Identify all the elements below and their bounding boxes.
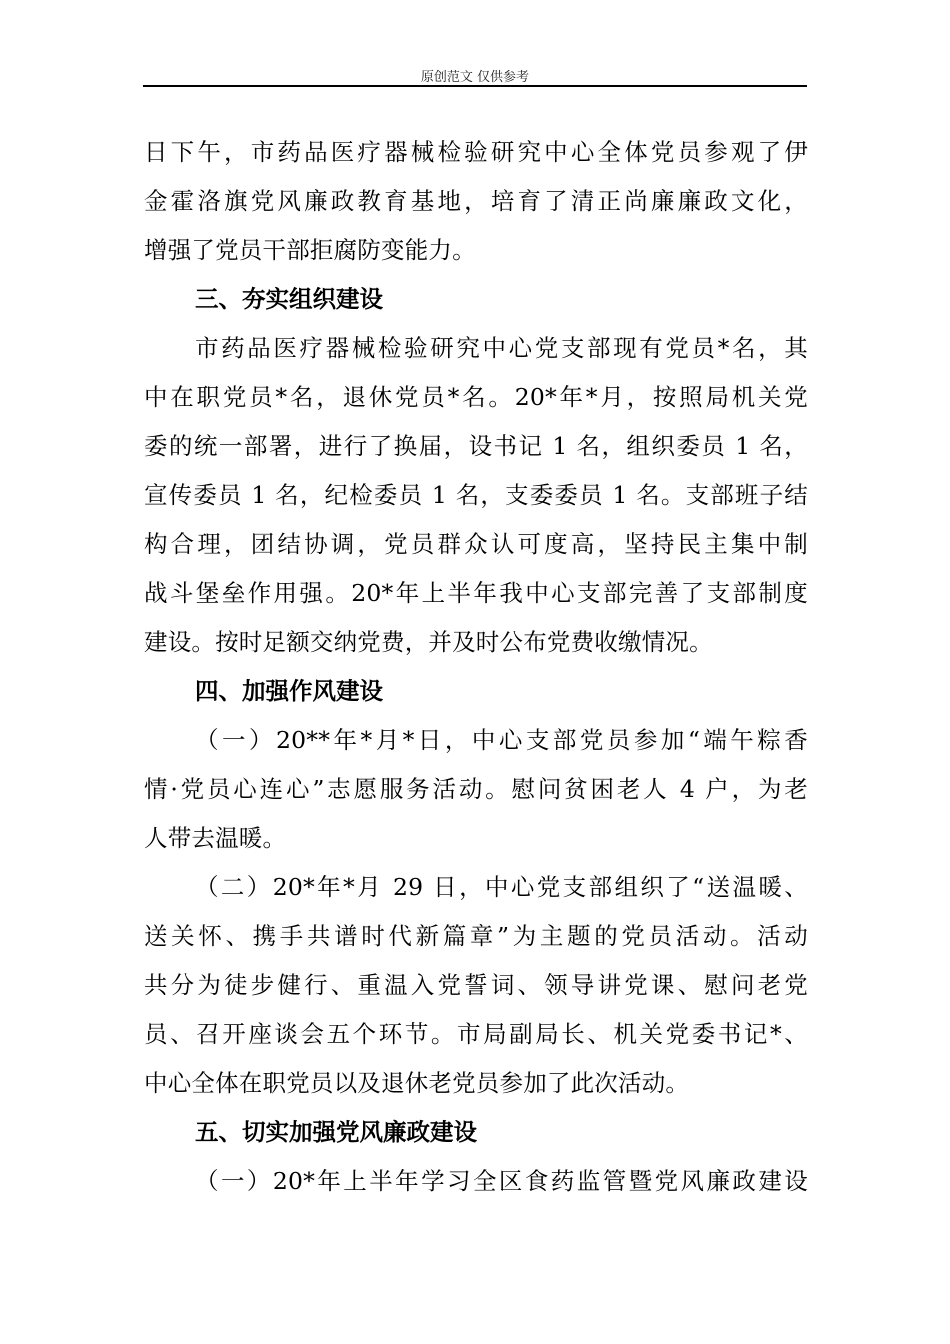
body-line: 战斗堡垒作用强。20*年上半年我中心支部完善了支部制度 xyxy=(144,579,808,607)
section-heading: 四、加强作风建设 xyxy=(195,677,383,705)
body-line: 委的统一部署，进行了换届，设书记 1 名，组织委员 1 名， xyxy=(144,432,808,460)
section-heading: 五、切实加强党风廉政建设 xyxy=(195,1118,477,1146)
body-line: 人带去温暖。 xyxy=(144,824,287,852)
body-line: 日下午，市药品医疗器械检验研究中心全体党员参观了伊 xyxy=(144,138,808,166)
body-line: 送关怀、携手共谱时代新篇章”为主题的党员活动。活动 xyxy=(144,922,808,950)
body-line: （一）20*年上半年学习全区食药监管暨党风廉政建设 xyxy=(195,1167,808,1195)
body-line: 建设。按时足额交纳党费，并及时公布党费收缴情况。 xyxy=(144,628,713,656)
body-line: （二）20*年*月 29 日，中心党支部组织了“送温暖、 xyxy=(195,873,808,901)
body-line: 共分为徒步健行、重温入党誓词、领导讲党课、慰问老党 xyxy=(144,971,808,999)
body-line: 增强了党员干部拒腐防变能力。 xyxy=(144,236,476,264)
page-header: 原创范文 仅供参考 xyxy=(420,70,530,85)
document-body xyxy=(144,128,808,1206)
body-line: 宣传委员 1 名，纪检委员 1 名，支委委员 1 名。支部班子结 xyxy=(144,481,808,509)
body-line: 员、召开座谈会五个环节。市局副局长、机关党委书记*、 xyxy=(144,1020,808,1048)
body-line: （一）20**年*月*日，中心支部党员参加“端午粽香 xyxy=(195,726,808,754)
header-rule xyxy=(143,85,807,87)
body-line: 市药品医疗器械检验研究中心党支部现有党员*名，其 xyxy=(195,334,808,362)
body-line: 中在职党员*名，退休党员*名。20*年*月，按照局机关党 xyxy=(144,383,808,411)
body-line: 构合理，团结协调，党员群众认可度高，坚持民主集中制 xyxy=(144,530,808,558)
body-line: 中心全体在职党员以及退休老党员参加了此次活动。 xyxy=(144,1069,690,1097)
section-heading: 三、夯实组织建设 xyxy=(195,285,383,313)
body-line: 金霍洛旗党风廉政教育基地，培育了清正尚廉廉政文化， xyxy=(144,187,808,215)
body-line: 情·党员心连心”志愿服务活动。慰问贫困老人 4 户，为老 xyxy=(144,775,808,803)
